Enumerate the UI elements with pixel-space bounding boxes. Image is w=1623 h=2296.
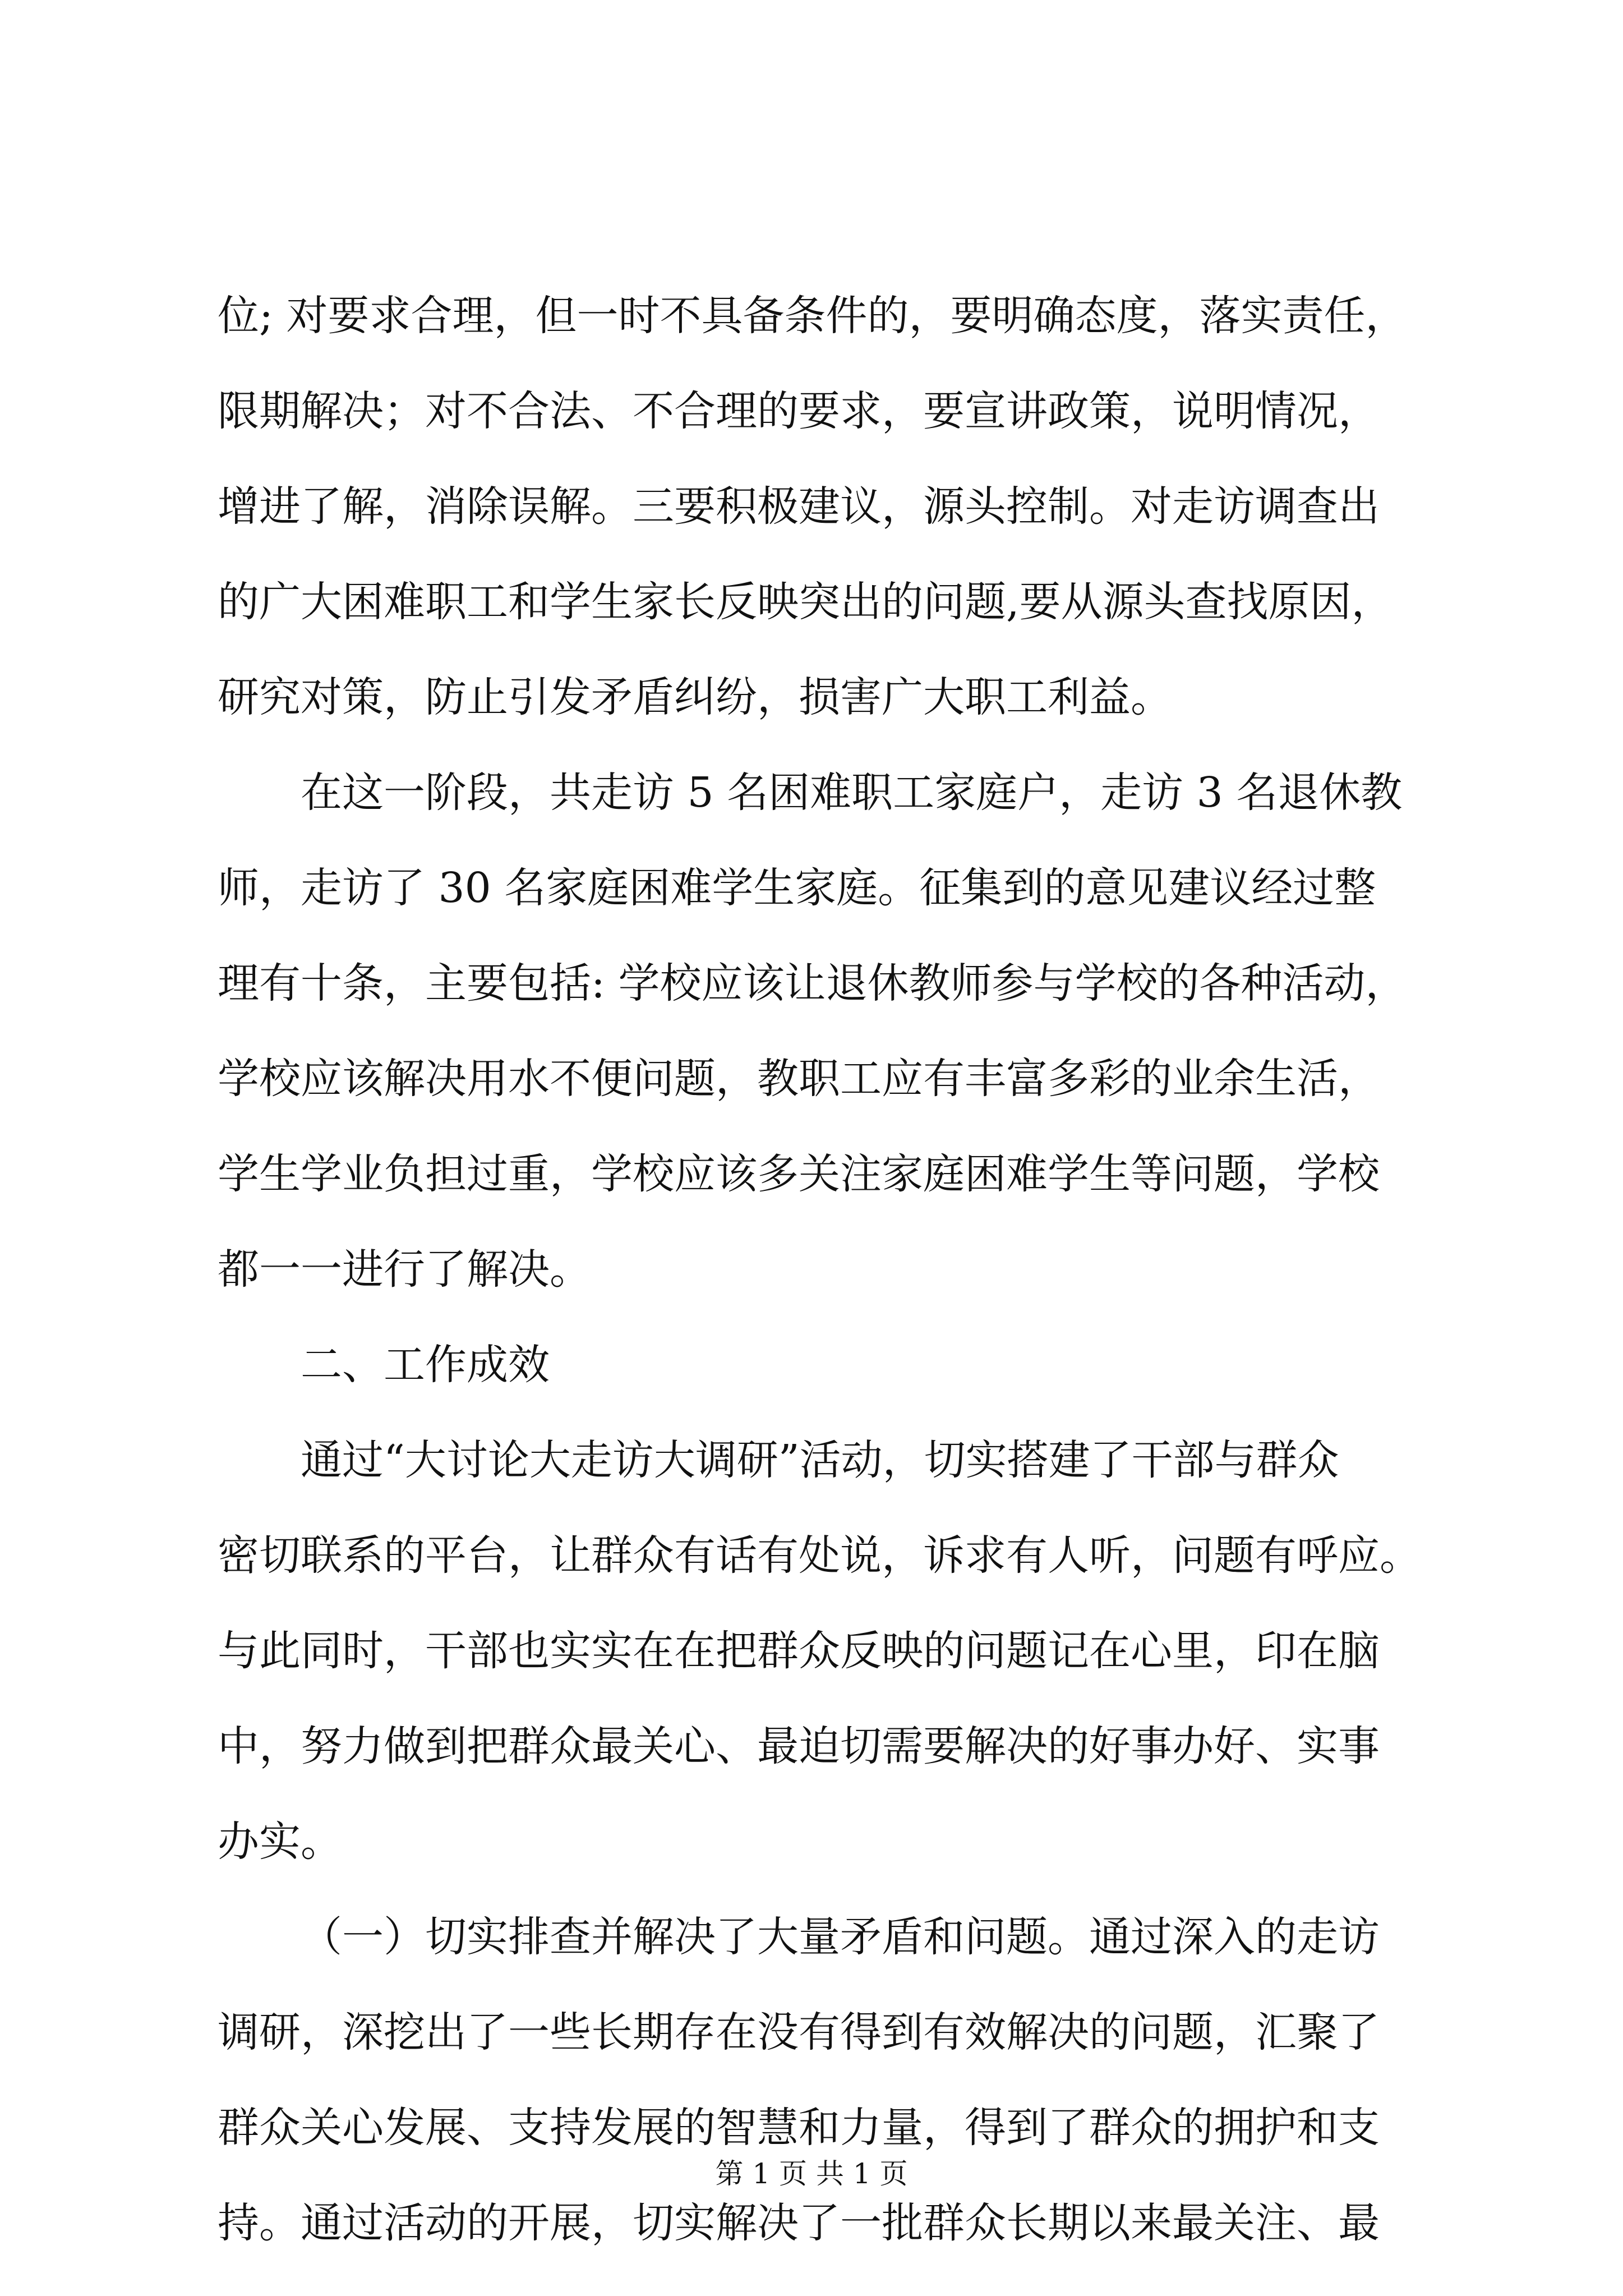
text-line: 学校应该解决用水不便问题，教职工应有丰富多彩的业余生活，	[218, 1055, 1380, 1103]
page-number-label: 第 1 页 共 1 页	[715, 2157, 908, 2190]
text-line: 位; 对要求合理，但一时不具备条件的，要明确态度，落实责任，	[218, 292, 1407, 340]
text-line: 限期解决；对不合法、不合理的要求，要宣讲政策，说明情况，	[218, 387, 1380, 435]
text-line: 师，走访了 30 名家庭困难学生家庭。征集到的意见建议经过整	[218, 864, 1376, 912]
page-footer	[0, 2154, 1623, 2193]
paragraph-first-line: 通过“大讨论大走访大调研”活动，切实搭建了干部与群众	[301, 1436, 1339, 1484]
text-line: 办实。	[218, 1818, 342, 1866]
text-line: 与此同时，干部也实实在在把群众反映的问题记在心里，印在脑	[218, 1627, 1380, 1675]
paragraph-first-line: 在这一阶段，共走访 5 名困难职工家庭户，走访 3 名退休教	[301, 769, 1403, 817]
section-heading: 二、工作成效	[301, 1341, 550, 1389]
text-line: 群众关心发展、支持发展的智慧和力量，得到了群众的拥护和支	[218, 2104, 1380, 2152]
text-line: 调研，深挖出了一些长期存在没有得到有效解决的问题，汇聚了	[218, 2008, 1380, 2056]
text-line: 学生学业负担过重，学校应该多关注家庭困难学生等问题，学校	[218, 1150, 1380, 1198]
text-line: 都一一进行了解决。	[218, 1245, 591, 1294]
text-line: 研究对策，防止引发矛盾纠纷，损害广大职工利益。	[218, 673, 1172, 721]
text-line: 中，努力做到把群众最关心、最迫切需要解决的好事办好、实事	[218, 1722, 1380, 1770]
text-line: 增进了解，消除误解。三要积极建议，源头控制。对走访调查出	[218, 482, 1380, 531]
text-line: 的广大困难职工和学生家长反映突出的问题,要从源头查找原因，	[218, 578, 1393, 626]
text-line: 理有十条，主要包括: 学校应该让退休教师参与学校的各种活动，	[218, 959, 1407, 1007]
subsection-first-line: （一）切实排查并解决了大量矛盾和问题。通过深入的走访	[301, 1913, 1380, 1961]
text-line: 持。通过活动的开展，切实解决了一批群众长期以来最关注、最	[218, 2199, 1380, 2247]
text-line: 密切联系的平台，让群众有话有处说，诉求有人听，问题有呼应。	[218, 1531, 1421, 1580]
document-body	[218, 268, 1474, 2271]
